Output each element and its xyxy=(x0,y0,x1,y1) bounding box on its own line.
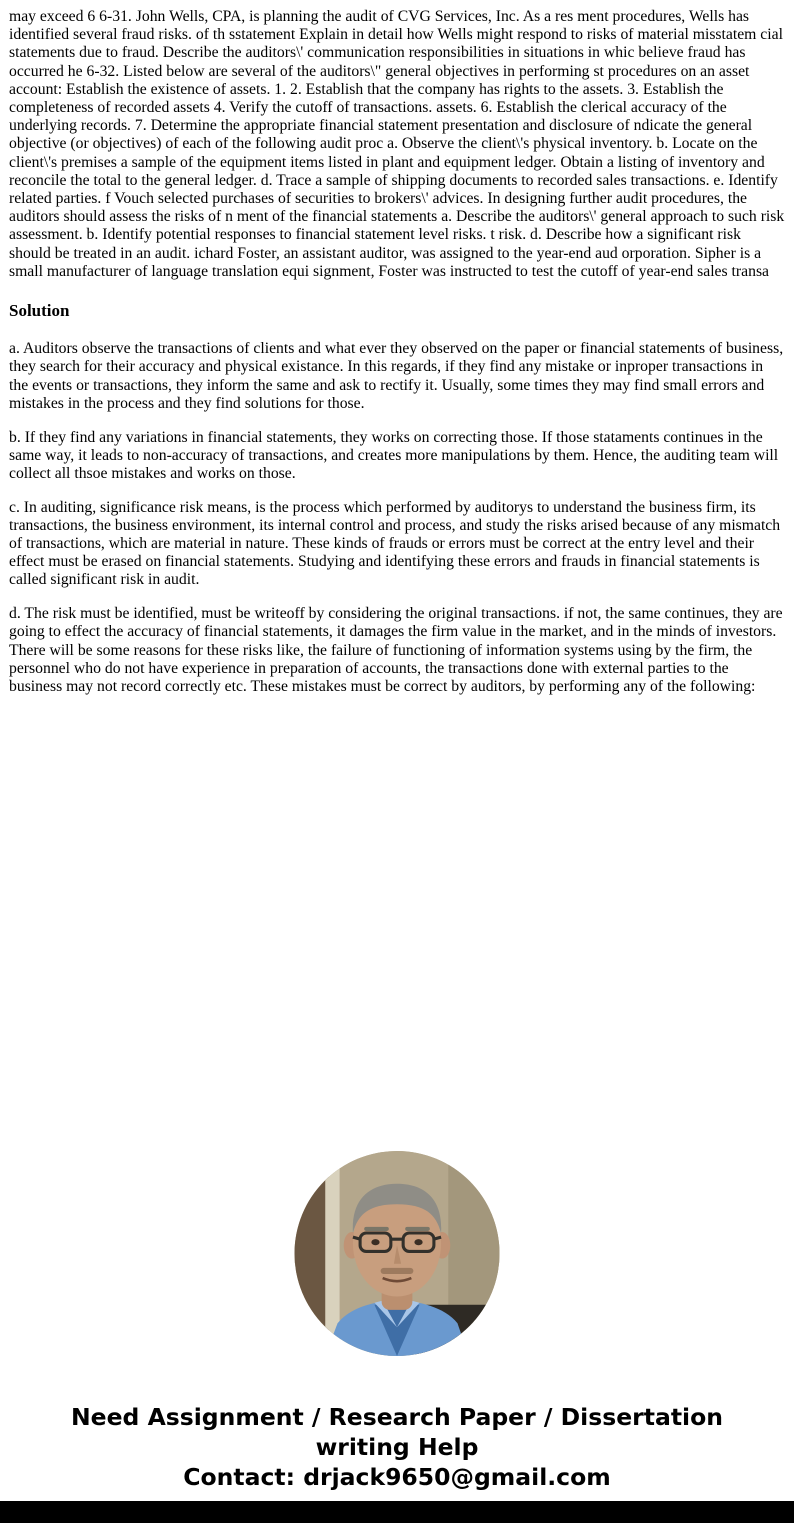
bottom-black-bar xyxy=(0,1501,794,1523)
tutor-photo-illustration xyxy=(295,1151,500,1356)
document-body xyxy=(0,0,794,696)
promo-block xyxy=(0,1402,794,1492)
promo-contact-email: Contact: drjack9650@gmail.com xyxy=(183,1463,611,1491)
promo-help-text: Need Assignment / Research Paper / Dissertation writing Help xyxy=(71,1403,723,1461)
answer-paragraph-b: b. If they find any variations in financial statements, they works on correcting those. If those stataments continues in the same way, it leads to non-accuracy of transactions, and creates more manipulations by them. Hence, the auditing team will collect all thsoe mistakes and works on those. xyxy=(9,428,779,482)
tutor-photo xyxy=(295,1151,500,1356)
question-text: may exceed 6 6-31. John Wells, CPA, is planning the audit of CVG Services, Inc. As a res ment procedures, Wells has identified several fraud risks. of th sstatement Explain in detail how Wells might respond to risks of material misstatem cial statements due to fraud. Describe the auditors\' communication responsibilities in situations in whic believe fraud has occurred he 6-32. Listed below are several of the auditors\" general objectives in performing st procedures on an asset account: Establish the existence of assets. 1. 2. Establish that the company has rights to the assets. 3. Establish the completeness of recorded assets 4. Verify the cutoff of transactions. assets. 6. Establish the clerical accuracy of the underlying records. 7. Determine the appropriate financial statement presentation and disclosure of ndicate the general objective (or objectives) of each of the following audit proc a. Observe the client\'s physical inventory. b. Locate on the client\'s premises a sample of the equipment items listed in plant and equipment ledger. Obtain a listing of inventory and reconcile the total to the general ledger. d. Trace a sample of shipping documents to recorded sales transactions. e. Identify related parties. f Vouch selected purchases of securities to brokers\' advices. In designing further audit procedures, the auditors should assess the risks of n ment of the financial statements a. Describe the auditors\' general approach to such risk assessment. b. Identify potential responses to financial statement level risks. t risk. d. Describe how a significant risk should be treated in an audit. ichard Foster, an assistant auditor, was assigned to the year-end aud orporation. Sipher is a small manufacturer of language translation equi signment, Foster was instructed to test the cutoff of year-end sales transa xyxy=(9,8,785,280)
answer-paragraph-d: d. The risk must be identified, must be writeoff by considering the original transactions. if not, the same continues, they are going to effect the accuracy of financial statements, it damages the firm value in the market, and in the minds of investors. There will be some reasons for these risks like, the failure of functioning of information systems using by the firm, the personnel who do not have experience in preparation of accounts, the transactions done with external parties to the business may not record correctly etc. These mistakes must be correct by auditors, by performing any of the following: xyxy=(9,605,783,695)
answer-paragraph-a: a. Auditors observe the transactions of clients and what ever they observed on the paper or financial statements of business, they search for their accuracy and physical existance. In this regards, if they find any mistake or inproper transactions in the events or transactions, they inform the same and ask to rectify it. Usually, some times they may find small errors and mistakes in the process and they find solutions for those. xyxy=(9,340,784,412)
solution-heading: Solution xyxy=(9,301,70,321)
answer-paragraph-c: c. In auditing, significance risk means, is the process which performed by auditorys to understand the business firm, its transactions, the business environment, its internal control and process, and study the risks arised because of any mismatch of transactions, which are material in nature. These kinds of frauds or errors must be correct at the entry level and their effect must be erased on financial statements. Studying and identifying these errors and frauds in financial statements is called significant risk in audit. xyxy=(9,498,781,589)
